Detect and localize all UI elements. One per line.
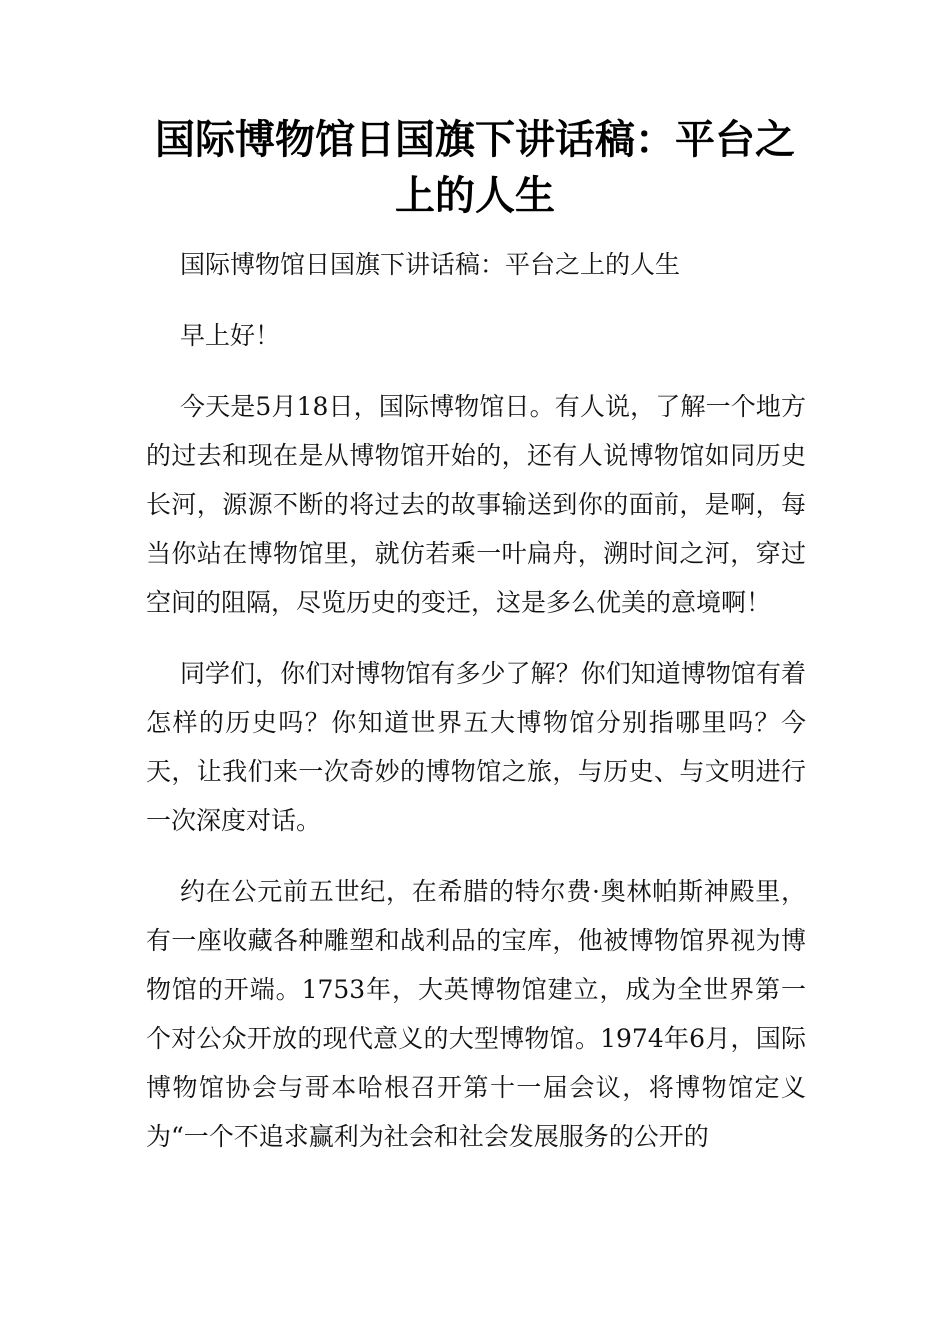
document-body <box>146 240 806 1183</box>
paragraph-history: 约在公元前五世纪，在希腊的特尔费·奥林帕斯神殿里，有一座收藏各种雕塑和战利品的宝库，他被博物馆界视为博物馆的开端。1753年，大英博物馆建立，成为全世界第一个对公众开放的现代意义的大型博物馆。1974年6月，国际博物馆协会与哥本哈根召开第十一届会议，将博物馆定义为“一个不追求赢利为社会和社会发展服务的公开的 <box>146 877 806 1151</box>
document-title: 国际博物馆日国旗下讲话稿：平台之上的人生 <box>155 117 795 219</box>
paragraph-intro: 今天是5月18日，国际博物馆日。有人说，了解一个地方的过去和现在是从博物馆开始的，还有人说博物馆如同历史长河，源源不断的将过去的故事输送到你的面前，是啊，每当你站在博物馆里，就仿若乘一叶扁舟，溯时间之河，穿过空间的阻隔，尽览历史的变迁，这是多么优美的意境啊！ <box>146 392 806 617</box>
paragraph-greeting: 早上好！ <box>180 321 281 350</box>
paragraph-questions: 同学们，你们对博物馆有多少了解？你们知道博物馆有着怎样的历史吗？你知道世界五大博物馆分别指哪里吗？今天，让我们来一次奇妙的博物馆之旅，与历史、与文明进行一次深度对话。 <box>146 659 806 835</box>
paragraph-subtitle: 国际博物馆日国旗下讲话稿：平台之上的人生 <box>180 250 681 279</box>
